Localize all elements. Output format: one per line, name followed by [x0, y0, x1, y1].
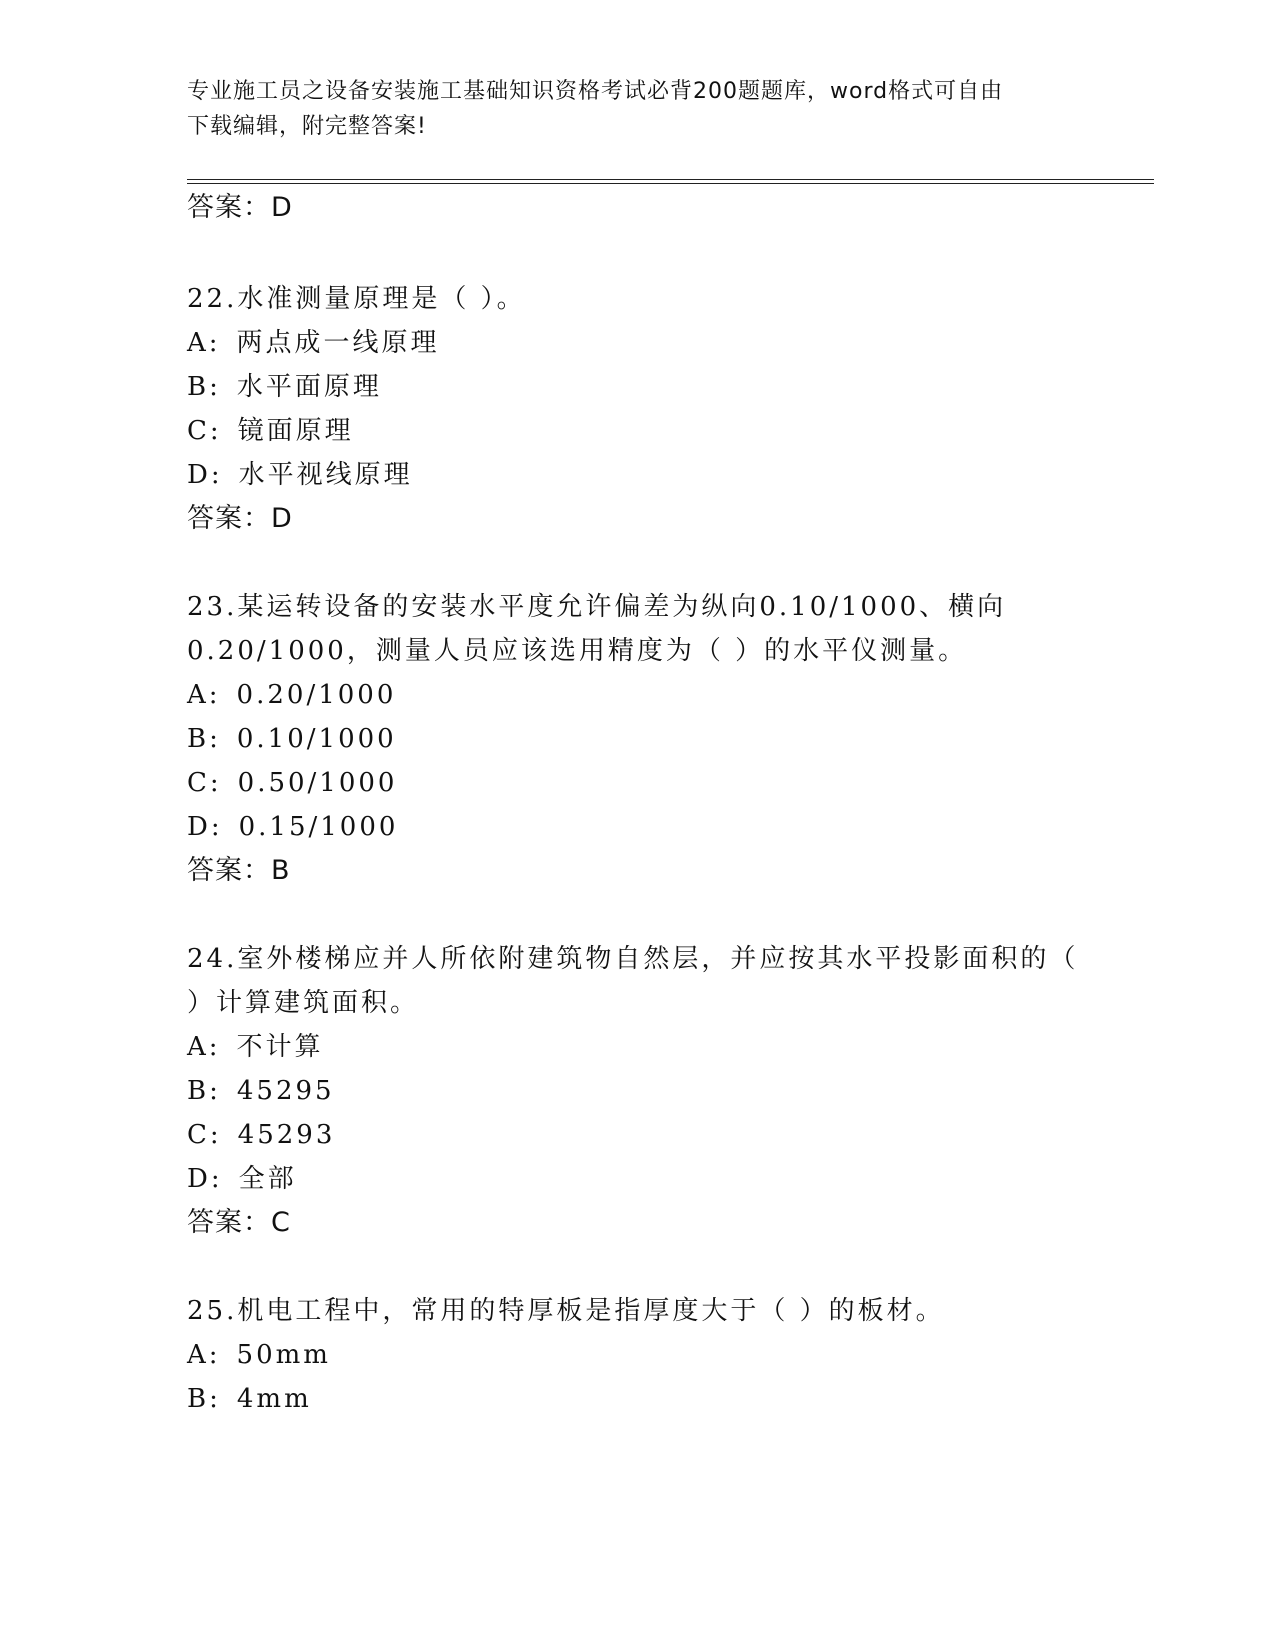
option-text: 水平视线原理 — [238, 460, 413, 490]
option-text: 50mm — [236, 1340, 331, 1370]
option-c — [187, 768, 397, 798]
option-a — [187, 1032, 324, 1062]
option-text: 0.50/1000 — [237, 768, 398, 798]
option-a — [187, 1340, 331, 1370]
option-text: 45295 — [236, 1076, 335, 1106]
answer-line: 答案：C — [187, 1207, 291, 1238]
option-text: 两点成一线原理 — [236, 328, 440, 358]
option-label: A: — [187, 1340, 221, 1370]
question-stem: 25.机电工程中，常用的特厚板是指厚度大于（ ）的板材。 — [187, 1296, 945, 1326]
option-b — [187, 1076, 335, 1106]
option-text: 4mm — [236, 1384, 312, 1414]
option-label: B: — [187, 372, 221, 402]
answer-line: 答案：D — [187, 192, 293, 223]
option-label: A: — [187, 1032, 221, 1062]
question-stem: 22.水准测量原理是（ ）。 — [187, 284, 526, 314]
option-label: C: — [187, 768, 222, 798]
option-c — [187, 1120, 335, 1150]
question-stem-continued: 0.20/1000，测量人员应该选用精度为（ ）的水平仪测量。 — [187, 636, 968, 666]
option-text: 不计算 — [236, 1032, 324, 1062]
option-label: B: — [187, 1384, 221, 1414]
option-text: 45293 — [237, 1120, 336, 1150]
answer-line: 答案：B — [187, 855, 291, 886]
option-b — [187, 372, 382, 402]
answer-line: 答案：D — [187, 503, 293, 534]
question-stem: 24.室外楼梯应并人所依附建筑物自然层，并应按其水平投影面积的（ — [187, 944, 1079, 974]
question-stem-continued: ）计算建筑面积。 — [187, 988, 420, 1018]
option-label: D: — [187, 460, 223, 490]
option-label: A: — [187, 328, 221, 358]
document-header — [187, 74, 1067, 144]
option-label: D: — [187, 812, 223, 842]
option-label: B: — [187, 724, 221, 754]
option-c — [187, 416, 354, 446]
option-d — [187, 812, 398, 842]
option-a — [187, 328, 440, 358]
option-d — [187, 460, 413, 490]
option-d — [187, 1164, 297, 1194]
option-a — [187, 680, 396, 710]
option-b — [187, 1384, 312, 1414]
option-label: C: — [187, 416, 222, 446]
option-text: 0.20/1000 — [236, 680, 397, 710]
option-text: 全部 — [238, 1164, 297, 1194]
option-label: A: — [187, 680, 221, 710]
header-divider-bottom — [187, 183, 1154, 184]
option-b — [187, 724, 397, 754]
option-label: B: — [187, 1076, 221, 1106]
option-text: 0.10/1000 — [236, 724, 397, 754]
header-line-2: 下载编辑，附完整答案! — [187, 114, 427, 139]
header-line-1: 专业施工员之设备安装施工基础知识资格考试必背200题题库，word格式可自由 — [187, 79, 1004, 104]
option-text: 水平面原理 — [236, 372, 382, 402]
option-label: C: — [187, 1120, 222, 1150]
question-stem: 23.某运转设备的安装水平度允许偏差为纵向0.10/1000、横向 — [187, 592, 1007, 622]
header-divider-top — [187, 179, 1154, 180]
option-text: 0.15/1000 — [238, 812, 399, 842]
option-label: D: — [187, 1164, 223, 1194]
option-text: 镜面原理 — [237, 416, 354, 446]
